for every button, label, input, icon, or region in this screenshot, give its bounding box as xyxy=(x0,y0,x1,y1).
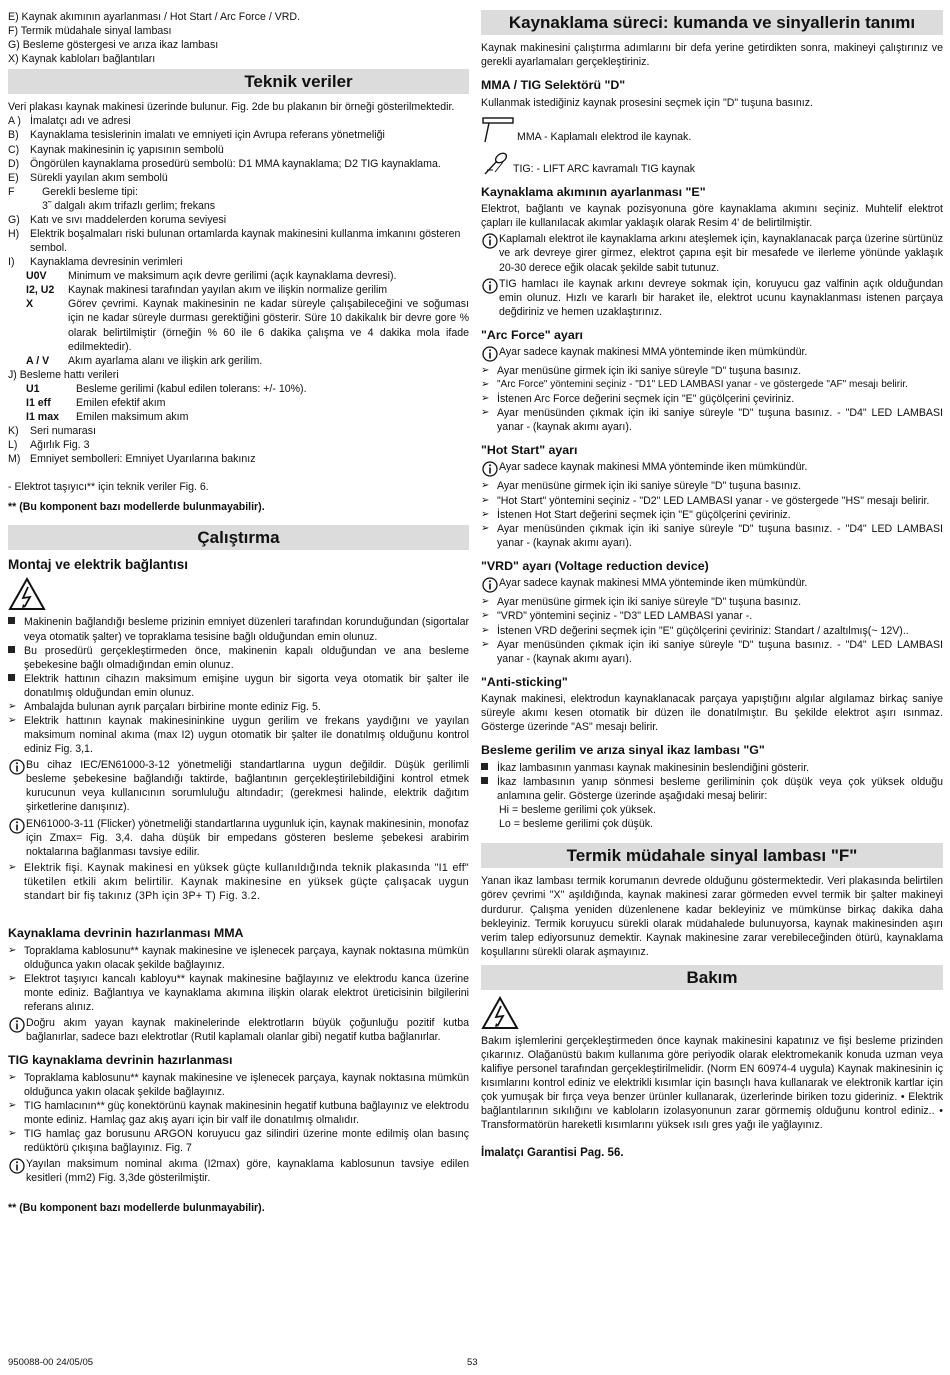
list-item: ➢ TIG hamlaç gaz borusunu ARGON koruyucu gaz silindiri üzerine monte edilmiş olan basınç redüktörü çıkışına bağlayınız. Fig. 7 xyxy=(8,1127,469,1154)
info-icon xyxy=(481,577,499,593)
section-title-start: Çalıştırma xyxy=(8,525,469,550)
info-note: Ayar sadece kaynak makinesi MMA yönteminde iken mümkündür. xyxy=(481,576,943,593)
list-item: İkaz lambasının yanması kaynak makinesinin beslendiğini gösterir. xyxy=(481,761,943,775)
list-item: Elektrik hattının cihazın maksimum emişine uygun bir sigorta veya otomatik bir şalter ile donatılmış olduğundan emin olunuz. xyxy=(8,672,469,700)
arrow-bullet-icon: ➢ xyxy=(8,1099,17,1111)
warranty-note: İmalatçı Garantisi Pag. 56. xyxy=(481,1147,624,1160)
thermal-text: Yanan ikaz lambası termik korumanın devrede olduğunu göstermektedir. Veri plakasında belirtilen görev çevrimi "X" aşıldığında, kaynak makinesi zarar görmeden evvel termik bir şalter makineyi durdurur. Çalışma yeniden düzenlenene kadar bekleyiniz ve mümkünse birkaç dakika daha bekleyiniz. Termik koruyucu sürekli olarak müdahalede bulunuyorsa, kaynak makinesinden aşırı verim talep ediyorsunuz demektir. Kaynak makinesine zarar verebileceğinden ötürü, kaynaklama koşullarını sürekli olarak aşmayınız. xyxy=(481,875,943,958)
list-item: F) Termik müdahale sinyal lambası xyxy=(8,25,172,38)
arrow-bullet-icon: ➢ xyxy=(8,861,17,873)
list-item: Bu prosedürü gerçekleştirmeden önce, makinenin kapalı olduğundan ve ana besleme şebekesine bağlı olmadığından emin olunuz. xyxy=(8,644,469,672)
electric-warning-icon xyxy=(481,996,519,1030)
subsection-title-vrd: "VRD" ayarı (Voltage reduction device) xyxy=(481,558,709,573)
list-item: G) Katı ve sıvı maddelerden koruma seviyesi xyxy=(8,213,227,226)
arrow-bullet-icon: ➢ xyxy=(481,365,490,377)
list-item: ➢ İstenen Hot Start değerini seçmek için "E" güçölçerini çeviriniz. xyxy=(481,508,791,521)
subsection-title-tig: TIG kaynaklama devrinin hazırlanması xyxy=(8,1053,233,1068)
list-item: U0V Minimum ve maksimum açık devre gerilimi (açık kaynaklama devresi). xyxy=(26,270,397,283)
subsection-title-mount: Montaj ve elektrik bağlantısı xyxy=(8,556,189,572)
arrow-bullet-icon: ➢ xyxy=(481,508,490,520)
process-intro: Kaynak makinesini çalıştırma adımlarını bir defa yerine getirdikten sonra, makineyi çalıştırınız ve gerekli ayarlamaları gerçekleştiriniz. xyxy=(481,42,943,69)
list-item: ➢ "Hot Start" yöntemini seçiniz - "D2" LED LAMBASI yanar - ve göstergede "HS" mesajı belirir. xyxy=(481,494,930,507)
square-bullet-icon xyxy=(8,644,24,657)
arrow-bullet-icon: ➢ xyxy=(481,624,490,636)
list-item: ➢ İstenen VRD değerini seçmek için "E" güçölçerini çeviriniz: Standart / azaltılmış(~ 12V).. xyxy=(481,624,909,637)
document-code: 950088-00 24/05/05 xyxy=(8,1357,94,1368)
arrow-bullet-icon: ➢ xyxy=(8,1127,17,1139)
list-item: K) Seri numarası xyxy=(8,425,96,438)
subsection-title-supply: Besleme gerilim ve arıza sinyal ikaz lambası "G" xyxy=(481,743,765,758)
arrow-bullet-icon: ➢ xyxy=(481,480,490,492)
list-item: ➢ Topraklama kablosunu** kaynak makinesine ve işlenecek parçaya, kaynak noktasına mümkün olduğunca yakın olacak şekilde bağlayınız. xyxy=(8,944,469,971)
arrow-bullet-icon: ➢ xyxy=(8,700,17,712)
subsection-title-current: Kaynaklama akımının ayarlanması "E" xyxy=(481,184,706,199)
current-text: Elektrot, bağlantı ve kaynak pozisyonuna göre kaynaklama akımını seçiniz. Muhtelif elektrot çapları ile kullanılacak akımlar yaklaşık olarak Resim 4' de belirtilmiştir. xyxy=(481,203,943,230)
tech-intro: Veri plakası kaynak makinesi üzerinde bulunur. Fig. 2de bu plakanın bir örneği gösterilmektedir. xyxy=(8,101,455,114)
list-item: U1 Besleme gerilimi (kabul edilen tolerans: +/- 10%). xyxy=(26,382,307,395)
tig-torch-icon xyxy=(481,150,513,176)
mode-mma: MMA - Kaplamalı elektrod ile kaynak. xyxy=(481,114,943,144)
arrow-bullet-icon: ➢ xyxy=(481,610,490,622)
list-item: 3˜ dalgalı akım trifazlı gerlim; frekans xyxy=(42,199,216,212)
list-item: L) Ağırlık Fig. 3 xyxy=(8,439,90,452)
section-title-technical: Teknik veriler xyxy=(8,69,469,94)
subsection-title-anti-sticking: "Anti-sticking" xyxy=(481,674,568,689)
arrow-bullet-icon: ➢ xyxy=(8,715,17,726)
square-bullet-icon xyxy=(481,761,497,774)
arrow-bullet-icon: ➢ xyxy=(481,494,490,506)
info-icon xyxy=(481,233,499,249)
list-item: D) Öngörülen kaynaklama prosedürü sembolü: D1 MMA kaynaklama; D2 TIG kaynaklama. xyxy=(8,157,441,170)
info-icon xyxy=(481,278,499,294)
arrow-bullet-icon: ➢ xyxy=(481,522,490,534)
list-item: B) Kaynaklama tesislerinin imalatı ve emniyeti için Avrupa referans yönetmeliği xyxy=(8,129,385,142)
electrode-note: - Elektrot taşıyıcı** için teknik veriler Fig. 6. xyxy=(8,481,209,494)
list-item: ➢ Ayar menüsünden çıkmak için iki saniye süreyle "D" tuşuna basınız. - "D4" LED LAMBASI yanar - (kaynak akımı ayarı). xyxy=(481,638,943,665)
info-icon xyxy=(481,346,499,362)
list-item: X Görev çevrimi. Kaynak makinesinin ne kadar süreyle çalışabileceğini ve soğuması için ne kadar süreyle durması gerektiğini gösterir. Süre 10 dakikalık bir devre gore % olarak belirtilmiştir (örneğin % 60 ile 6 dakika çalışma ve 4 dakika mola ifade edilmektedir). xyxy=(26,298,469,353)
list-item: X) Kaynak kabloları bağlantıları xyxy=(8,53,156,66)
component-note: ** (Bu komponent bazı modellerde bulunmayabilir). xyxy=(8,1202,265,1215)
arrow-bullet-icon: ➢ xyxy=(8,1071,17,1083)
list-item: I) Kaynaklama devresinin verimleri xyxy=(8,256,183,269)
list-item: ➢ Ayar menüsünden çıkmak için iki saniye süreyle "D" tuşuna basınız. - "D4" LED LAMBASI yanar - (kaynak akımı ayarı). xyxy=(481,522,943,549)
arrow-bullet-icon: ➢ xyxy=(481,596,490,608)
list-item: ➢ Ayar menüsünden çıkmak için iki saniye süreyle "D" tuşuna basınız. - "D4" LED LAMBASI yanar - (kaynak akımı ayarı). xyxy=(481,406,943,433)
arrow-bullet-icon: ➢ xyxy=(481,379,490,391)
info-icon xyxy=(8,1017,26,1033)
list-item: H) Elektrik boşalmaları riski bulunan ortamlarda kaynak makinesini kullanma imkanını gösteren sembol. xyxy=(8,228,461,255)
list-item: I2, U2 Kaynak makinesi tarafından yayılan akım ve ilişkin normalize gerilim xyxy=(26,284,388,297)
info-note: Bu cihaz IEC/EN61000-3-12 yönetmeliği standartlarına uygun değildir. Düşük gerilimli besleme şebekesine bağlandığı taktirde, bağlantının gerçekleştirilebildiğini kontrol etmek kurucunun veya kullanıcının sorumluluğu altındadır; (gerekmesi halinde, elektrik dağıtım şirketlerine danışınız). xyxy=(8,758,469,814)
list-item: ➢ "Arc Force" yöntemini seçiniz - "D1" LED LAMBASI yanar - ve göstergede "AF" mesajı belirir. xyxy=(481,379,908,391)
tech-list xyxy=(8,114,469,466)
lo-message: Lo = besleme gerilimi çok düşük. xyxy=(499,818,653,831)
arrow-bullet-icon: ➢ xyxy=(481,406,490,418)
square-bullet-icon xyxy=(8,615,24,628)
list-item: ➢ Ayar menüsüne girmek için iki saniye süreyle "D" tuşuna basınız. xyxy=(481,596,802,609)
list-item: ➢ Ayar menüsüne girmek için iki saniye süreyle "D" tuşuna basınız. xyxy=(481,480,802,493)
section-title-maintenance: Bakım xyxy=(481,965,943,990)
list-item: ➢ Elektrik hattının kaynak makinesininkine uygun gerilim ve frekans yaydığını ve yayılan maksimum nominal akıma (max I2) uygun otomatik bir şalter ile donatılmış olduğunu kontrol ediniz Fig. 3,1. xyxy=(8,715,469,756)
selector-text: Kullanmak istediğiniz kaynak prosesini seçmek için "D" tuşuna basınız. xyxy=(481,96,813,109)
list-item: E) Sürekli yayılan akım sembolü xyxy=(8,171,168,184)
maintenance-text: Bakım işlemlerini gerçekleştirmeden önce kaynak makinesini kapatınız ve fişi besleme prizinden çıkarınız. Olağanüstü bakım kullanıma göre periyodik olarak elektromekanik konuda uzman veya kalifiye personel tarafından gerçekleştirilmelidir. (Norm EN 60974-4 uygula) Kaynak makinesinin iç kısımlarını kontrol ediniz ve elektrikli kısımlar için basınçlı hava kullanarak ve elektronik kartlar için çok yumuşak bir fırça veya benzer ürünler kullanarak, üzerlerinde biriken tozu gideriniz. • Elektrik bağlantılarının sıkılığını ve kabloların izolasyonunun zarar görmemiş olduğunu kontrol ediniz.. • Transformatörün hareketli kısımlarını yüksek ısılı gres yağı ile yağlayınız. xyxy=(481,1034,943,1132)
list-item: ➢ Ambalajda bulunan ayrık parçaları birbirine monte ediniz Fig. 5. xyxy=(8,700,321,713)
info-icon xyxy=(8,759,26,775)
list-item: A ) İmalatçı adı ve adresi xyxy=(8,115,131,128)
info-note: Ayar sadece kaynak makinesi MMA yönteminde iken mümkündür. xyxy=(481,345,943,362)
list-item: A / V Akım ayarlama alanı ve ilişkin ark gerilim. xyxy=(26,354,263,367)
list-item: ➢ Ayar menüsüne girmek için iki saniye süreyle "D" tuşuna basınız. xyxy=(481,365,802,378)
info-note: EN61000-3-11 (Flicker) yönetmeliği standartlarına uygunluk için, kaynak makinesinin, monofaz için Zmax= Fig. 3,4. daha düşük bir empedans gösteren besleme şebekesi arabirim noktalarına bağlanması tavsiye edilir. xyxy=(8,817,469,859)
right-column xyxy=(481,10,943,1162)
left-column xyxy=(8,10,469,1215)
list-item: M) Emniyet sembolleri: Emniyet Uyarılarına bakınız xyxy=(8,453,256,466)
info-note: Yayılan maksimum nominal akıma (I2max) göre, kaynaklama kablosunun tavsiye edilen kesitleri (mm2) Fig. 3,3de gösterilmiştir. xyxy=(8,1157,469,1185)
subsection-title-selector: MMA / TIG Selektörü "D" xyxy=(481,78,626,93)
subsection-title-hot-start: "Hot Start" ayarı xyxy=(481,442,578,457)
list-item: I1 max Emilen maksimum akım xyxy=(26,411,189,424)
list-item: I1 eff Emilen efektif akım xyxy=(26,396,166,409)
subsection-title-arc-force: "Arc Force" ayarı xyxy=(481,327,583,342)
square-bullet-icon xyxy=(481,775,497,788)
component-list xyxy=(8,10,469,66)
list-item: Makinenin bağlandığı besleme prizinin emniyet düzenleri tarafından korunduğundan (sigortalar veya otomatik şalter) ve topraklama tesisine bağlı olduğundan emin olunuz. xyxy=(8,615,469,643)
subsection-title-mma: Kaynaklama devrinin hazırlanması MMA xyxy=(8,926,244,941)
arrow-bullet-icon: ➢ xyxy=(8,972,17,984)
mode-tig: TIG: - LIFT ARC kavramalı TIG kaynak xyxy=(481,150,943,176)
section-title-process: Kaynaklama süreci: kumanda ve sinyallerin tanımı xyxy=(481,10,943,35)
list-item: E) Kaynak akımının ayarlanması / Hot Start / Arc Force / VRD. xyxy=(8,11,301,23)
info-note: Doğru akım yayan kaynak makinelerinde elektrotların büyük çoğunluğu pozitif kutba bağlanırlar, sadece bazı elektrotlar (Rutil kaplamalı olanlar gibi) negatif kutba bağlanırlar. xyxy=(8,1016,469,1044)
list-item: ➢ Elektrik fişi. Kaynak makinesi en yüksek güçte kullanıldığında teknik plakasında "I1 eff" tüketilen etkili akım belirtilir. Kaynak makinesine en yüksek güçte çalışacak uygun standart bir fiş takınız (3Ph için 3P+ T) Fig. 3.2. xyxy=(8,861,469,902)
arrow-bullet-icon: ➢ xyxy=(481,638,490,650)
list-item: İkaz lambasının yanıp sönmesi besleme geriliminin çok düşük veya çok yüksek olduğu anlamına gelir. Gösterge üzerinde aşağıdaki mesaj belirir: xyxy=(481,775,943,803)
anti-sticking-text: Kaynak makinesi, elektrodun kaynaklanacak parçaya yapıştığını algılar algılamaz birkaç saniye süreyle akımı kesen otomatik bir düzen ile donatılmıştır. Bu şekilde elektrot aşırı ısınmaz. Gösterge üzerinde "AS" mesajı belirir. xyxy=(481,693,943,734)
arrow-bullet-icon: ➢ xyxy=(481,392,490,404)
list-item: ➢ Elektrot taşıyıcı kancalı kabloyu** kaynak makinesine bağlayınız ve elektrodu kanca üzerine monte ediniz. Bağlantıya ve kaynaklama akımına ilişkin olarak elektrot üreticisinin bilgilerini referans alınız. xyxy=(8,972,469,1013)
list-item: ➢ TIG hamlacının** güç konektörünü kaynak makinesinin hegatif kutbuna bağlayınız ve elektrodu monte ediniz. Hamlaç gaz akış ayarı için bir valf ile donatılmış olmalıdır. xyxy=(8,1099,469,1126)
list-item: F Gerekli besleme tipi: xyxy=(8,185,138,198)
list-item: J) Besleme hattı verileri xyxy=(8,368,119,381)
arrow-bullet-icon: ➢ xyxy=(8,944,17,956)
electric-warning-icon xyxy=(8,577,46,611)
section-title-thermal: Termik müdahale sinyal lambası "F" xyxy=(481,843,943,868)
list-item: G) Besleme göstergesi ve arıza ikaz lambası xyxy=(8,39,219,52)
component-note: ** (Bu komponent bazı modellerde bulunmayabilir). xyxy=(8,501,265,514)
list-item: ➢ İstenen Arc Force değerini seçmek için "E" güçölçerini çeviriniz. xyxy=(481,392,795,405)
page-number: 53 xyxy=(467,1357,478,1368)
info-icon xyxy=(481,461,499,477)
info-icon xyxy=(8,1158,26,1174)
info-note: Ayar sadece kaynak makinesi MMA yönteminde iken mümkündür. xyxy=(481,460,943,477)
info-note: TIG hamlacı ile kaynak arkını devreye sokmak için, koruyucu gaz valfinin açık olduğundan emin olunuz. Hızlı ve kararlı bir haraket ile, elektrot ucunu kaynaklanması istenen parçaya değdiriniz ve hemen uzaklaştırınız. xyxy=(481,277,943,319)
info-note: Kaplamalı elektrot ile kaynaklama arkını ateşlemek için, kaynaklanacak parça üzerine sürtünüz ve ark devreye girer girmez, elektrot çapına eşit bir mesafede ve ilerleme yönünde yaklaşık 20-30 derece eğik olacak şekilde sabit tutunuz. xyxy=(481,232,943,274)
square-bullet-icon xyxy=(8,672,24,685)
hi-message: Hi = besleme gerilimi çok yüksek. xyxy=(499,804,656,817)
electrode-holder-icon xyxy=(481,114,517,144)
list-item: C) Kaynak makinesinin iç yapısının sembolü xyxy=(8,143,224,156)
list-item: ➢ Topraklama kablosunu** kaynak makinesine ve işlenecek parçaya, kaynak noktasına mümkün olduğunca yakın olacak şekilde bağlayınız. xyxy=(8,1071,469,1098)
info-icon xyxy=(8,818,26,834)
list-item: ➢ "VRD" yöntemini seçiniz - "D3" LED LAMBASI yanar -. xyxy=(481,610,753,623)
